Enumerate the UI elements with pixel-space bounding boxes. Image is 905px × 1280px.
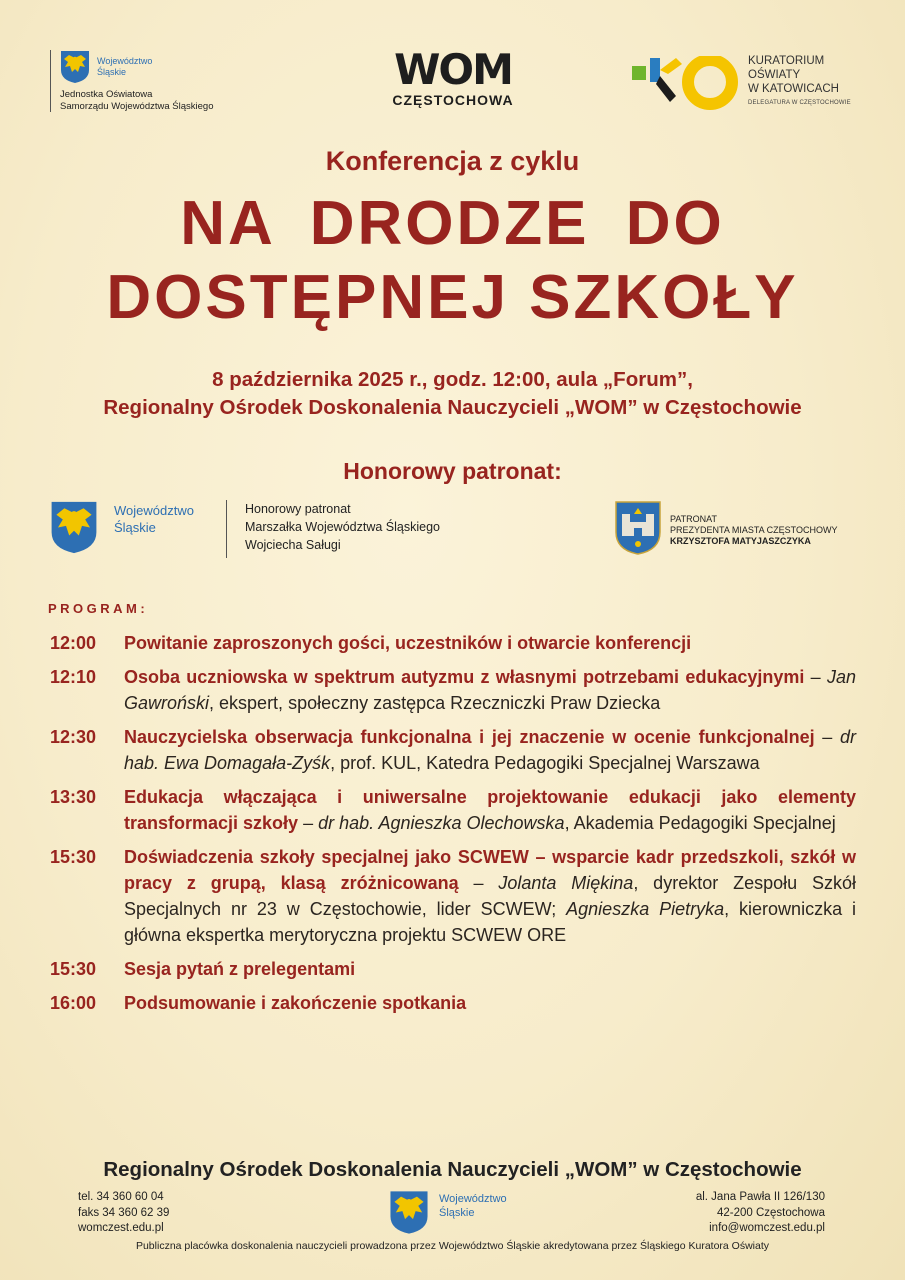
slaskie-line2: Śląskie	[97, 67, 127, 77]
footer-logo-line1: Województwo	[439, 1193, 507, 1205]
program-detail: , Akademia Pedagogiki Specjalnej	[564, 813, 836, 833]
program-title: Doświadczenia szkoły specjalnej jako SCWEW – wsparcie kadr przedszkoli, szkół w pracy z grupą, klasą zróżnicowaną	[124, 847, 856, 893]
program-title: Podsumowanie i zakończenie spotkania	[124, 993, 467, 1013]
title-line2: DOSTĘPNEJ SZKOŁY	[106, 263, 799, 332]
footer-note: Publiczna placówka doskonalenia nauczycieli prowadzona przez Województwo Śląskie akredytowana przez Śląskiego Kuratora Oświaty	[135, 1240, 770, 1252]
wom-logo-icon	[372, 45, 534, 94]
title-line1: NA DRODZE DO	[180, 189, 725, 258]
footer-logo-line2: Śląskie	[439, 1207, 475, 1219]
footer-logo	[389, 1190, 507, 1235]
program-time: 15:30	[50, 847, 97, 867]
program-detail: , dyrektor Zespołu Szkół Specjalnych nr 23 w Częstochowie, lider SCWEW;	[124, 873, 857, 919]
wom-logo-text: WOM	[394, 45, 512, 94]
program-time: 13:30	[50, 787, 97, 807]
wom-city: CZĘSTOCHOWA	[392, 92, 514, 108]
ko-logo	[632, 52, 862, 112]
unit-line2: Samorządu Województwa Śląskiego	[60, 101, 214, 112]
footer-address	[696, 1190, 825, 1237]
program-item	[50, 990, 856, 1016]
patronage-left	[50, 500, 440, 558]
patron-right-line2: PREZYDENTA MIASTA CZĘSTOCHOWY	[670, 525, 838, 535]
program-description	[124, 990, 856, 1016]
subtitle: Konferencja z cyklu	[325, 146, 580, 176]
ko-line1: KURATORIUM	[748, 55, 825, 67]
program-heading: PROGRAM:	[48, 601, 149, 616]
program-title: Powitanie zaproszonych gości, uczestników i otwarcie konferencji	[124, 633, 692, 653]
program-detail: , prof. KUL, Katedra Pedagogiki Specjalnej Warszawa	[330, 753, 760, 773]
header-slaskie-block	[50, 50, 213, 114]
program-time: 16:00	[50, 993, 97, 1013]
program-title: Sesja pytań z prelegentami	[124, 959, 356, 979]
footer-fax: faks 34 360 62 39	[78, 1206, 170, 1219]
patron-left-text2: Marszałka Województwa Śląskiego	[245, 520, 440, 534]
program-description	[124, 844, 856, 948]
program-title: Nauczycielska obserwacja funkcjonalna i jej znaczenie w ocenie funkcjonalnej	[124, 727, 815, 747]
patron-left-text1: Honorowy patronat	[245, 502, 351, 516]
program-description	[124, 956, 856, 982]
speaker-name: dr hab. Agnieszka Olechowska	[318, 813, 565, 833]
program-time: 12:00	[50, 633, 97, 653]
footer-addr1: al. Jana Pawła II 126/130	[695, 1191, 825, 1203]
program-item	[50, 664, 856, 716]
program-description	[124, 630, 856, 656]
program-time: 15:30	[50, 959, 97, 979]
program-detail: –	[458, 873, 499, 893]
program-description	[124, 724, 856, 776]
eagle-crest-icon	[60, 50, 90, 84]
ko-logo-icon	[632, 56, 738, 110]
ko-line2: OŚWIATY	[748, 69, 801, 81]
program-detail: , ekspert, społeczny zastępca Rzeczniczki Praw Dziecka	[209, 693, 661, 713]
eagle-crest-icon	[389, 1190, 429, 1235]
program-detail: –	[814, 727, 840, 747]
program-time: 12:10	[50, 667, 97, 687]
speaker-name: Agnieszka Pietryka	[566, 899, 725, 919]
speaker-name: Jan Gawroński	[124, 667, 857, 713]
date-venue	[0, 366, 905, 422]
patron-right-line1: PATRONAT	[670, 514, 717, 524]
program-time: 12:30	[50, 727, 97, 747]
program-item	[50, 844, 856, 948]
speaker-name: Jolanta Miękina	[498, 873, 634, 893]
program-item	[50, 784, 856, 836]
footer-title: Regionalny Ośrodek Doskonalenia Nauczycieli „WOM” w Częstochowie	[103, 1158, 802, 1181]
program-list	[50, 630, 856, 1024]
patronage-heading: Honorowy patronat:	[343, 458, 562, 484]
patron-left-logo-line2: Śląskie	[114, 520, 156, 535]
program-description	[124, 784, 856, 836]
wom-logo	[372, 45, 534, 108]
footer-addr2: 42-200 Częstochowa	[716, 1206, 825, 1219]
program-title: Edukacja włączająca i uniwersalne projektowanie edukacji jako elementy transformacji szkoły	[124, 787, 856, 833]
patron-right-line3: KRZYSZTOFA MATYJASZCZYKA	[670, 536, 811, 546]
patronage-right	[614, 500, 838, 556]
footer-web-link[interactable]: womczest.edu.pl	[78, 1222, 164, 1234]
program-title: Osoba uczniowska w spektrum autyzmu z własnymi potrzebami edukacyjnymi	[124, 667, 805, 687]
patron-left-text3: Wojciecha Saługi	[245, 538, 341, 552]
program-detail: –	[804, 667, 827, 687]
ko-line4: DELEGATURA W CZĘSTOCHOWIE	[748, 100, 851, 106]
program-item	[50, 724, 856, 776]
speaker-name: dr hab. Ewa Domagała-Zyśk	[124, 727, 856, 773]
program-description	[124, 664, 856, 716]
ko-text	[748, 54, 851, 110]
program-detail: –	[298, 813, 319, 833]
unit-line1: Jednostka Oświatowa	[60, 89, 153, 100]
city-crest-icon	[614, 500, 662, 556]
venue-line: Regionalny Ośrodek Doskonalenia Nauczycieli „WOM” w Częstochowie	[103, 396, 802, 419]
program-detail: , kierowniczka i główna ekspertka merytoryczna projektu SCWEW ORE	[124, 899, 856, 945]
ko-line3: W KATOWICACH	[748, 83, 839, 95]
date-line: 8 października 2025 r., godz. 12:00, aula „Forum”,	[212, 368, 693, 391]
patron-left-logo-line1: Województwo	[114, 503, 194, 518]
eagle-crest-icon	[50, 500, 98, 555]
footer-tel: tel. 34 360 60 04	[78, 1191, 164, 1203]
program-item	[50, 956, 856, 982]
footer-email-link[interactable]: info@womczest.edu.pl	[709, 1222, 825, 1234]
program-item	[50, 630, 856, 656]
footer-contact	[78, 1190, 169, 1237]
slaskie-line1: Województwo	[97, 56, 153, 66]
